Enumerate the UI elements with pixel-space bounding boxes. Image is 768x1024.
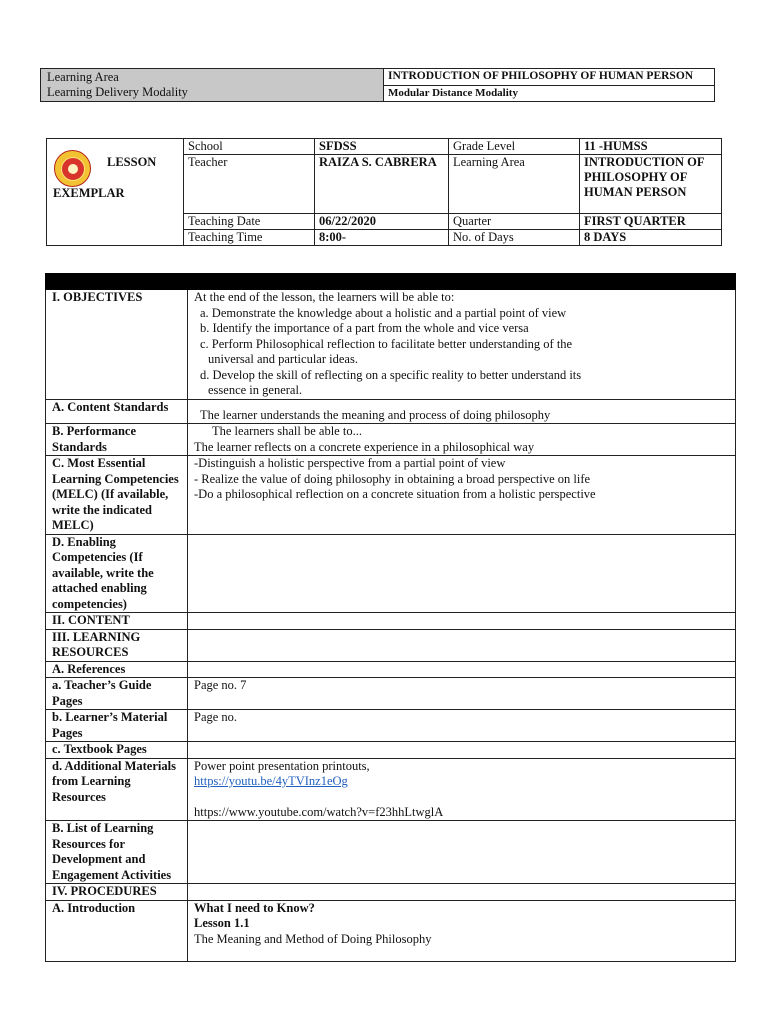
table-row: [46, 399, 736, 424]
lesson-plan-table: [45, 273, 736, 962]
learning-modality-label: Learning Delivery Modality: [47, 85, 188, 99]
table-row: [46, 821, 736, 884]
introduction-label: A. Introduction: [46, 900, 188, 961]
table-row: [46, 661, 736, 678]
procedures-label: IV. PROCEDURES: [46, 884, 188, 901]
teacher-label: Teacher: [184, 155, 315, 214]
table-row: [46, 456, 736, 535]
table-row: [46, 424, 736, 456]
melc-item-1: -Distinguish a holistic perspective from a partial point of view: [194, 456, 506, 470]
modality-value: Modular Distance Modality: [384, 85, 715, 102]
grade-value: 11 -HUMSS: [580, 139, 722, 155]
school-logo: [54, 150, 91, 187]
teaching-date-label: Teaching Date: [184, 214, 315, 230]
teachers-guide-label: a. Teacher’s Guide Pages: [46, 678, 188, 710]
teaching-time-value: 8:00-: [315, 230, 449, 246]
objectives-content: [188, 290, 736, 400]
enabling-label: D. Enabling Competencies (If available, write the attached enabling competencies): [46, 534, 188, 613]
table-row: [46, 710, 736, 742]
lesson-info-table: [46, 138, 722, 246]
teacher-value: RAIZA S. CABRERA: [315, 155, 449, 214]
quarter-label: Quarter: [449, 214, 580, 230]
table-row: [46, 884, 736, 901]
intro-heading: What I need to Know?: [194, 900, 315, 915]
days-value: 8 DAYS: [580, 230, 722, 246]
table-row: [46, 534, 736, 613]
performance-line-2: The learner reflects on a concrete experience in a philosophical way: [194, 439, 535, 454]
exemplar-word: EXEMPLAR: [53, 186, 125, 200]
table-row: [46, 613, 736, 630]
table-row: [46, 758, 736, 821]
header-bar: [46, 274, 736, 290]
grade-label: Grade Level: [449, 139, 580, 155]
content-standards-text: The learner understands the meaning and process of doing philosophy: [200, 407, 551, 422]
objectives-label: I. OBJECTIVES: [46, 290, 188, 400]
references-label: A. References: [46, 661, 188, 678]
resources-list-label: B. List of Learning Resources for Development and Engagement Activities: [46, 821, 188, 884]
additional-text: Power point presentation printouts,: [194, 758, 370, 773]
textbook-label: c. Textbook Pages: [46, 742, 188, 759]
content-label: II. CONTENT: [46, 613, 188, 630]
additional-materials-label: d. Additional Materials from Learning Resources: [46, 758, 188, 821]
subject-title: INTRODUCTION OF PHILOSOPHY OF HUMAN PERSON: [384, 69, 715, 86]
enabling-value: [188, 534, 736, 613]
table-row: [46, 742, 736, 759]
performance-standards-label: B. Performance Standards: [46, 424, 188, 456]
teaching-time-label: Teaching Time: [184, 230, 315, 246]
learning-area-label: Learning Area: [47, 70, 119, 84]
table-row: [46, 629, 736, 661]
melc-item-3: -Do a philosophical reflection on a concrete situation from a holistic perspective: [194, 487, 596, 501]
objective-c-cont: universal and particular ideas.: [208, 352, 358, 366]
objectives-intro: At the end of the lesson, the learners will be able to:: [194, 290, 455, 304]
content-standards-label: A. Content Standards: [46, 399, 188, 424]
objective-b: b. Identify the importance of a part from the whole and vice versa: [200, 321, 529, 335]
lesson-exemplar-cell: [47, 139, 184, 246]
melc-value: [188, 456, 736, 535]
introduction-value: [188, 900, 736, 961]
learners-material-label: b. Learner’s Material Pages: [46, 710, 188, 742]
learning-area-cell: [41, 69, 384, 102]
performance-standards-value: [188, 424, 736, 456]
quarter-value: FIRST QUARTER: [580, 214, 722, 230]
lesson-word: LESSON: [107, 155, 157, 169]
content-standards-value: [188, 399, 736, 424]
teaching-date-value: 06/22/2020: [315, 214, 449, 230]
performance-line-1: The learners shall be able to...: [212, 424, 362, 438]
additional-materials-value: [188, 758, 736, 821]
objective-c: c. Perform Philosophical reflection to facilitate better understanding of the: [200, 336, 573, 351]
objective-a: a. Demonstrate the knowledge about a holistic and a partial point of view: [200, 305, 567, 320]
table-row: [46, 678, 736, 710]
intro-lesson: Lesson 1.1: [194, 916, 250, 930]
table-row: [46, 290, 736, 400]
school-label: School: [184, 139, 315, 155]
melc-item-2: - Realize the value of doing philosophy in obtaining a broad perspective on life: [194, 471, 591, 486]
intro-title: The Meaning and Method of Doing Philosophy: [194, 931, 432, 946]
learners-material-value: Page no.: [188, 710, 736, 742]
melc-label: C. Most Essential Learning Competencies (MELC) (If available, write the indicated MELC): [46, 456, 188, 535]
youtube-link-2: https://www.youtube.com/watch?v=f23hhLtwglA: [194, 804, 444, 819]
resources-label: III. LEARNING RESOURCES: [46, 629, 188, 661]
learning-area-label-2: Learning Area: [449, 155, 580, 214]
learning-area-value: INTRODUCTION OF PHILOSOPHY OF HUMAN PERSON: [580, 155, 722, 214]
objective-d: d. Develop the skill of reflecting on a specific reality to better understand its: [200, 367, 582, 382]
teachers-guide-value: Page no. 7: [188, 678, 736, 710]
youtube-link-1[interactable]: https://youtu.be/4yTVInz1eOg: [194, 774, 348, 788]
school-value: SFDSS: [315, 139, 449, 155]
days-label: No. of Days: [449, 230, 580, 246]
header-table: [40, 68, 715, 102]
objective-d-cont: essence in general.: [208, 383, 303, 397]
table-row: [46, 900, 736, 961]
